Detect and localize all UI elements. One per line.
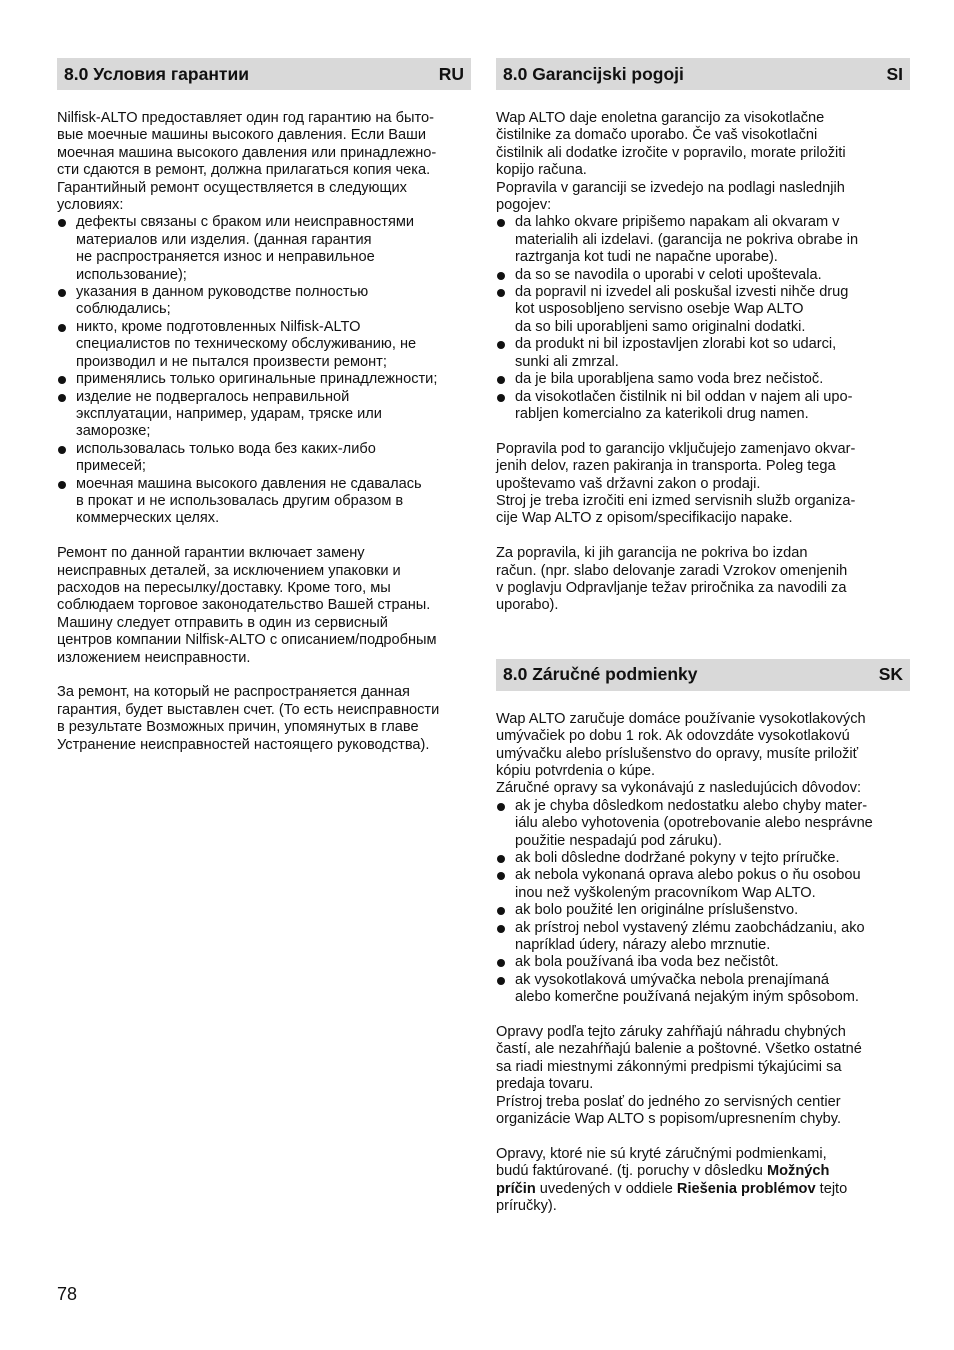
list-item: моечная машина высокого давления не сдавалась в прокат и не использовалась другим образом в коммерческих целях.: [57, 476, 471, 528]
emphasis-causes: príčin: [496, 1180, 536, 1197]
list-item: ak prístroj nebol vystavený zlému zaobchádzaniu, ako napríklad údery, nárazy alebo mrznutie.: [496, 920, 910, 955]
list-item: da je bila uporabljena samo voda brez nečistoč.: [496, 371, 910, 388]
intro-paragraph: Nilfisk-ALTO предоставляет один год гарантию на быто- вые моечные машины высокого давления. Если Ваши моечная машина высокого давления или принадлежно- сти сдаются в ремонт, должна прилагаться копия чека. Гарантийный ремонт осуществляется в следующих условиях:: [57, 110, 437, 214]
list-item: da lahko okvare pripišemo napakam ali okvaram v materialih ali izdelavi. (garancija ne pokriva obrabe in raztrganja kot tudi ne napačne uporabe).: [496, 214, 910, 266]
list-item: указания в данном руководстве полностью соблюдались;: [57, 284, 471, 319]
list-item: ak bolo použité len originálne príslušenstvo.: [496, 902, 910, 919]
list-item: da popravil ni izvedel ali poskušal izvesti nihče drug kot usposobljeno servisno osebje Wap ALTO da so bili uporabljeni samo originalni dodatki.: [496, 284, 910, 336]
conditions-list: [57, 214, 471, 527]
language-code-si: SI: [886, 63, 903, 84]
list-item: использовалась только вода без каких-либо примесей;: [57, 441, 471, 476]
list-item: ak je chyba dôsledkom nedostatku alebo chyby mater- iálu alebo vyhotovenia (opotrebovanie alebo nesprávne použitie nespadajú pod záruku).: [496, 798, 910, 850]
conditions-list: [496, 798, 910, 1007]
section-sk: [496, 659, 910, 1216]
emphasis-troubleshooting: Riešenia problémov: [676, 1180, 816, 1197]
section-body-sk: [496, 711, 910, 1216]
intro-paragraph: Wap ALTO zaručuje domáce používanie vysokotlakových umývačiek po dobu 1 rok. Ak odovzdáte vysokotlakovú umývačku alebo príslušenstvo do opravy, musíte priložiť kópiu potvrdenia o kúpe. Záručné opravy sa vykonávajú z nasledujúcich dôvodov:: [496, 710, 866, 797]
list-item: ak boli dôsledne dodržané pokyny v tejto príručke.: [496, 850, 910, 867]
page-number: 78: [57, 1284, 78, 1304]
language-code-ru: RU: [438, 63, 464, 84]
intro-paragraph: Wap ALTO daje enoletna garancijo za visokotlačne čistilnike za domačo uporabo. Če vaš visokotlačni čistilnik ali dodatke izročite v popravilo, morate priložiti kopijo računa. Popravila v garanciji se izvedejo na podlagi naslednjih pogojev:: [496, 110, 846, 214]
right-column: [496, 58, 910, 1216]
language-code-sk: SK: [878, 664, 903, 685]
list-item: ak vysokotlaková umývačka nebola prenajímaná alebo komerčne používaná nejakým iným spôsobom.: [496, 972, 910, 1007]
invoice-paragraph: Za popravila, ki jih garancija ne pokriva bo izdan račun. (npr. slabo delovanje zaradi Vzrokov omenjenih v poglavju Odpravljanje težav priročnika za navodili za uporabo).: [496, 545, 848, 614]
section-body-ru: [57, 110, 471, 754]
repair-paragraph: Ремонт по данной гарантии включает замену неисправных деталей, за исключением упаковки и расходов на пересылку/доставку. Кроме того, мы соблюдаем торговое законодательство Вашей страны. Машину следует отправить в один из сервисный центров компании Nilfisk-ALTO с описанием/подробным изложением неисправности.: [57, 545, 437, 666]
invoice-paragraph: Opravy, ktoré nie sú kryté záručnými podmienkami, budú faktúrované. (tj. poruchy v dôsledku Možných príčin uvedených v oddiele Riešenia problémov tejto príručky).: [496, 1145, 848, 1215]
section-ru: [57, 58, 471, 754]
repair-paragraph: Opravy podľa tejto záruky zahŕňajú náhradu chybných častí, ale nezahŕňajú balenie a poštovné. Všetko ostatné sa riadi miestnymi zákonnými predpismi týkajúcimi sa predaja tovaru. Prístroj treba poslať do jedného zo servisných centier organizácie Wap ALTO s popisom/upresnením chyby.: [496, 1024, 862, 1128]
section-title-si: 8.0 Garancijski pogoji: [503, 63, 684, 84]
section-header-si: [496, 58, 910, 90]
list-item: никто, кроме подготовленных Nilfisk-ALTO специалистов по техническому обслуживанию, не производил и не пытался произвести ремонт;: [57, 319, 471, 371]
section-header-sk: [496, 659, 910, 691]
section-body-si: [496, 110, 910, 615]
section-title-sk: 8.0 Záručné podmienky: [503, 664, 698, 685]
list-item: ak nebola vykonaná oprava alebo pokus o ňu osobou inou než vyškoleným pracovníkom Wap ALTO.: [496, 867, 910, 902]
section-si: [496, 58, 910, 615]
repair-paragraph: Popravila pod to garancijo vključujejo zamenjavo okvar- jenih delov, razen pakiranja in transporta. Poleg tega upoštevamo vaš državni zakon o prodaji. Stroj je treba izročiti eni izmed servisnih služb organiza- cije Wap ALTO z opisom/specifikacijo napake.: [496, 440, 856, 527]
section-title-ru: 8.0 Условия гарантии: [64, 63, 249, 84]
list-item: изделие не подвергалось неправильной эксплуатации, например, ударам, тряске или заморозке;: [57, 389, 471, 441]
emphasis-possible-causes: Možných: [766, 1163, 830, 1180]
invoice-paragraph: За ремонт, на который не распространяется данная гарантия, будет выставлен счет. (То есть неисправности в результате Возможных причин, упомянутых в главе Устранение неисправностей настоящего руководства).: [57, 684, 440, 753]
list-item: da visokotlačen čistilnik ni bil oddan v najem ali upo- rabljen komercialno za katerikoli drug namen.: [496, 389, 910, 424]
list-item: da so se navodila o uporabi v celoti upoštevala.: [496, 267, 910, 284]
list-item: дефекты связаны с браком или неисправностями материалов или изделия. (данная гарантия не распространяется износ и неправильное использование);: [57, 214, 471, 284]
list-item: da produkt ni bil izpostavljen zlorabi kot so udarci, sunki ali zmrzal.: [496, 336, 910, 371]
list-item: применялись только оригинальные принадлежности;: [57, 371, 471, 388]
conditions-list: [496, 214, 910, 423]
section-header-ru: [57, 58, 471, 90]
list-item: ak bola používaná iba voda bez nečistôt.: [496, 954, 910, 971]
